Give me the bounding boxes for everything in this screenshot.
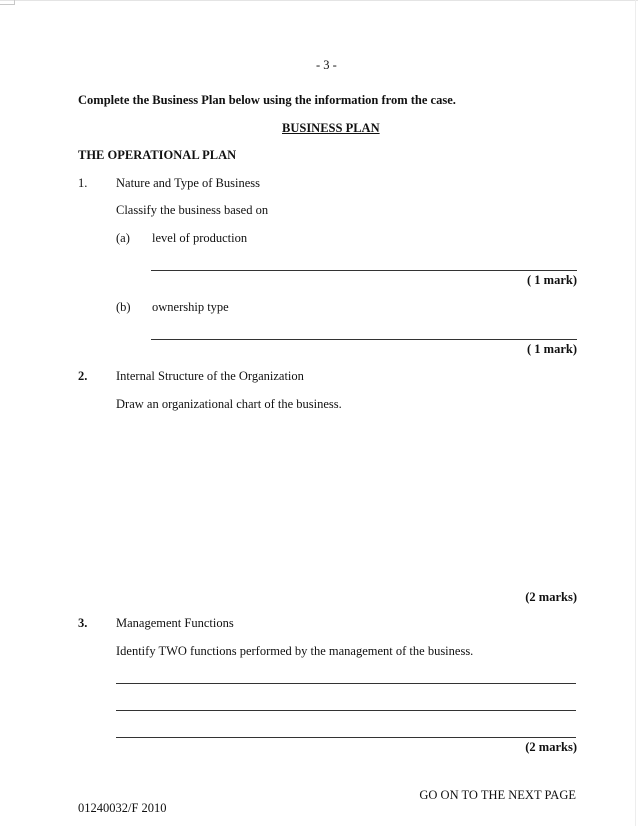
q1-title: Nature and Type of Business [116, 176, 261, 190]
q2-marks: (2 marks) [525, 590, 577, 604]
q3-prompt: Identify TWO functions performed by the management of the business. [116, 644, 474, 658]
org-chart-drawing-area[interactable] [116, 420, 576, 585]
q3-answer-line-1[interactable] [116, 683, 576, 684]
q1b-label: (b) [116, 300, 131, 314]
q1b-answer-line[interactable] [151, 339, 577, 340]
instruction-text: Complete the Business Plan below using the information from the case. [78, 93, 456, 107]
q1a-answer-line[interactable] [151, 270, 577, 271]
q3-answer-line-2[interactable] [116, 710, 576, 711]
section-title: THE OPERATIONAL PLAN [78, 148, 237, 162]
q2-prompt: Draw an organizational chart of the business. [116, 397, 342, 411]
q1b-text: ownership type [152, 300, 229, 314]
q2-title: Internal Structure of the Organization [116, 369, 304, 383]
q3-marks: (2 marks) [525, 740, 577, 754]
page-number: - 3 - [316, 58, 337, 72]
q3-number: 3. [78, 616, 88, 630]
paper-code: 01240032/F 2010 [78, 801, 167, 815]
q3-title: Management Functions [116, 616, 234, 630]
q1a-text: level of production [152, 231, 248, 245]
scan-edge-top [0, 0, 638, 1]
business-plan-heading: BUSINESS PLAN [282, 121, 380, 135]
q2-number: 2. [78, 369, 88, 383]
scan-corner-mark [0, 0, 15, 5]
q1a-label: (a) [116, 231, 130, 245]
q1a-marks: ( 1 mark) [527, 273, 577, 287]
q1-prompt: Classify the business based on [116, 203, 269, 217]
scan-edge-right [635, 0, 636, 826]
q3-answer-line-3[interactable] [116, 737, 576, 738]
q1-number: 1. [78, 176, 88, 190]
next-page-note: GO ON TO THE NEXT PAGE [419, 788, 576, 802]
q1b-marks: ( 1 mark) [527, 342, 577, 356]
